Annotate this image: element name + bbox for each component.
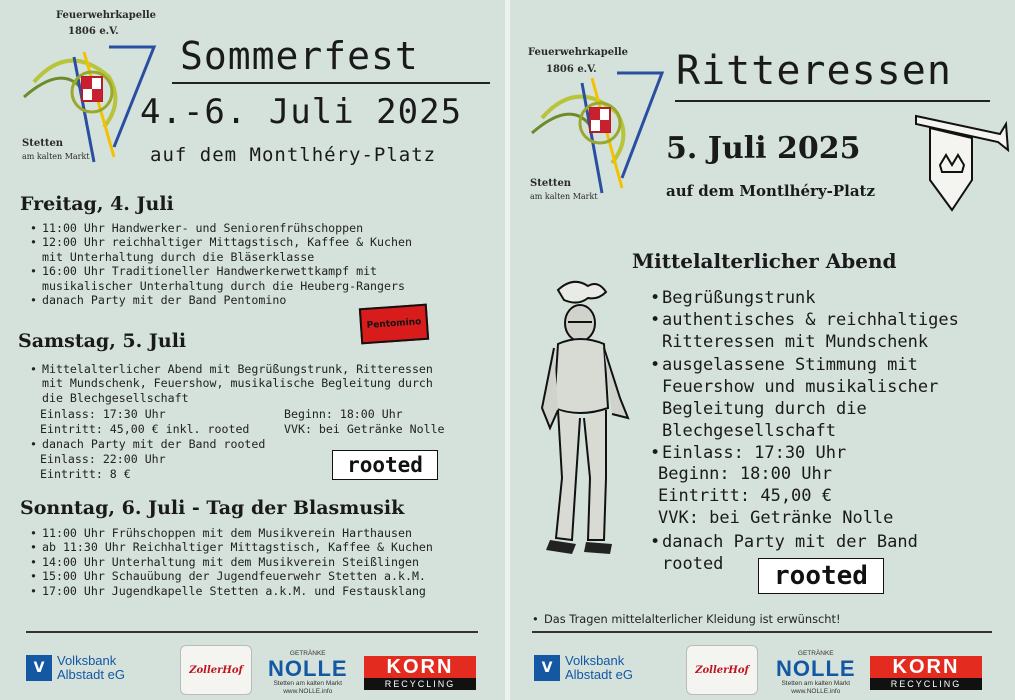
sunday-heading: Sonntag, 6. Juli - Tag der Blasmusik <box>20 497 405 519</box>
list-item: • 14:00 Uhr Unterhaltung mit dem Musikverein Steißlingen <box>30 555 500 569</box>
volksbank-icon: V <box>534 655 560 681</box>
detail-eintritt: Eintritt: 45,00 € <box>658 486 832 506</box>
knight-illustration <box>528 278 638 568</box>
logo-name: Feuerwehrkapelle <box>56 10 157 21</box>
sunday-list <box>30 526 500 598</box>
logo-town-sub: am kalten Markt <box>22 152 90 161</box>
saturday-vvk: VVK: bei Getränke Nolle <box>284 422 445 436</box>
list-item: • Mittelalterlicher Abend mit Begrüßungstrunk, Ritteressen mit Mundschenk, Feuershow, musikalische Begleitung durch die Blechgesellschaft <box>30 362 500 405</box>
volksbank-logo <box>26 654 125 682</box>
korn-big: KORN <box>364 656 476 678</box>
event-date: 5. Juli 2025 <box>666 131 861 166</box>
zollerhof-text: ZollerHof <box>189 664 243 676</box>
logo-year: 1806 e.V. <box>546 64 597 75</box>
title-rule <box>172 82 490 84</box>
list-item: • 15:00 Uhr Schauübung der Jugendfeuerwehr Stetten a.k.M. <box>30 569 500 583</box>
list-item: • 11:00 Uhr Frühschoppen mit dem Musikverein Harthausen <box>30 526 500 540</box>
sommerfest-panel <box>0 0 505 700</box>
logo-town: Stetten <box>22 138 64 149</box>
saturday-beginn: Beginn: 18:00 Uhr <box>284 407 403 421</box>
list-item: • 11:00 Uhr Handwerker- und Seniorenfrühschoppen <box>30 221 500 235</box>
list-item: • ausgelassene Stimmung mit Feuershow und musikalischer Begleitung durch die Blechgesellschaft <box>650 354 1010 443</box>
list-item: • ab 11:30 Uhr Reichhaltiger Mittagstisch, Kaffee & Kuchen <box>30 540 500 554</box>
list-item: • danach Party mit der Band rooted <box>650 531 1010 575</box>
logo-town-sub: am kalten Markt <box>530 192 598 201</box>
korn-logo <box>364 656 476 690</box>
logo-year: 1806 e.V. <box>68 26 119 37</box>
dress-note <box>532 612 1002 626</box>
friday-heading: Freitag, 4. Juli <box>20 193 174 215</box>
nolle-top: GETRÄNKE <box>289 650 326 657</box>
saturday-list <box>30 362 500 405</box>
list-item: • Begrüßungstrunk <box>650 287 1010 309</box>
zollerhof-logo <box>686 645 758 695</box>
logo-name: Feuerwehrkapelle <box>528 47 629 58</box>
event-venue: auf dem Montlhéry-Platz <box>666 182 876 200</box>
zollerhof-logo <box>180 645 252 695</box>
ritteressen-panel <box>510 0 1015 700</box>
sponsor-rule <box>532 631 992 633</box>
volksbank-line1: Volksbank <box>565 653 625 668</box>
page-title: Sommerfest <box>180 34 419 78</box>
saturday-heading: Samstag, 5. Juli <box>18 330 187 352</box>
korn-small: RECYCLING <box>870 678 982 690</box>
nolle-big: NOLLE <box>776 656 856 681</box>
zollerhof-text: ZollerHof <box>695 664 749 676</box>
list-item: • Das Tragen mittelalterlicher Kleidung ist erwünscht! <box>532 612 1002 626</box>
list-item: • danach Party mit der Band rooted <box>30 437 330 451</box>
list-item: • 12:00 Uhr reichhaltiger Mittagstisch, Kaffee & Kuchen mit Unterhaltung durch die Bläserklasse <box>30 235 500 264</box>
nolle-top: GETRÄNKE <box>797 650 834 657</box>
section-heading: Mittelalterlicher Abend <box>632 249 897 273</box>
saturday-eintritt-2: Eintritt: 8 € <box>40 467 131 481</box>
saturday-einlass: Einlass: 17:30 Uhr <box>40 407 166 421</box>
saturday-eintritt: Eintritt: 45,00 € inkl. rooted <box>40 422 250 436</box>
volksbank-line1: Volksbank <box>57 653 117 668</box>
volksbank-line2: Albstadt eG <box>565 667 633 682</box>
sponsor-rule <box>26 631 478 633</box>
nolle-line1: Stetten am kalten Markt <box>781 680 851 687</box>
nolle-line1: Stetten am kalten Markt <box>273 680 343 687</box>
detail-vvk: VVK: bei Getränke Nolle <box>658 508 894 528</box>
rooted-band-logo: rooted <box>758 558 884 594</box>
list-item: • 17:00 Uhr Jugendkapelle Stetten a.k.M. und Festausklang <box>30 584 500 598</box>
volksbank-line2: Albstadt eG <box>57 667 125 682</box>
korn-logo <box>870 656 982 690</box>
saturday-list-2 <box>30 437 330 451</box>
event-details-list <box>650 287 1010 465</box>
korn-small: RECYCLING <box>364 678 476 690</box>
logo-town: Stetten <box>530 178 572 189</box>
nolle-line2: www.NOLLE.info <box>791 688 841 695</box>
herald-trumpet-icon <box>910 110 1010 220</box>
event-dates: 4.-6. Juli 2025 <box>140 92 463 132</box>
pentomino-band-logo: Pentomino <box>359 304 429 345</box>
detail-beginn: Beginn: 18:00 Uhr <box>658 464 832 484</box>
nolle-line2: www.NOLLE.info <box>283 688 333 695</box>
list-item: • Einlass: 17:30 Uhr <box>650 442 1010 464</box>
volksbank-icon: V <box>26 655 52 681</box>
friday-list <box>30 221 500 307</box>
nolle-logo <box>268 650 348 696</box>
list-item: • danach Party mit der Band Pentomino <box>30 293 500 307</box>
korn-big: KORN <box>870 656 982 678</box>
nolle-big: NOLLE <box>268 656 348 681</box>
nolle-logo <box>776 650 856 696</box>
list-item: • authentisches & reichhaltiges Ritteressen mit Mundschenk <box>650 309 1010 353</box>
saturday-einlass-2: Einlass: 22:00 Uhr <box>40 452 166 466</box>
list-item: • 16:00 Uhr Traditioneller Handwerkerwettkampf mit musikalischer Unterhaltung durch die Heuberg-Rangers <box>30 264 500 293</box>
event-venue: auf dem Montlhéry-Platz <box>150 144 437 166</box>
volksbank-logo <box>534 654 633 682</box>
title-rule <box>675 100 990 102</box>
rooted-band-logo: rooted <box>332 450 438 480</box>
page-title: Ritteressen <box>676 48 952 94</box>
